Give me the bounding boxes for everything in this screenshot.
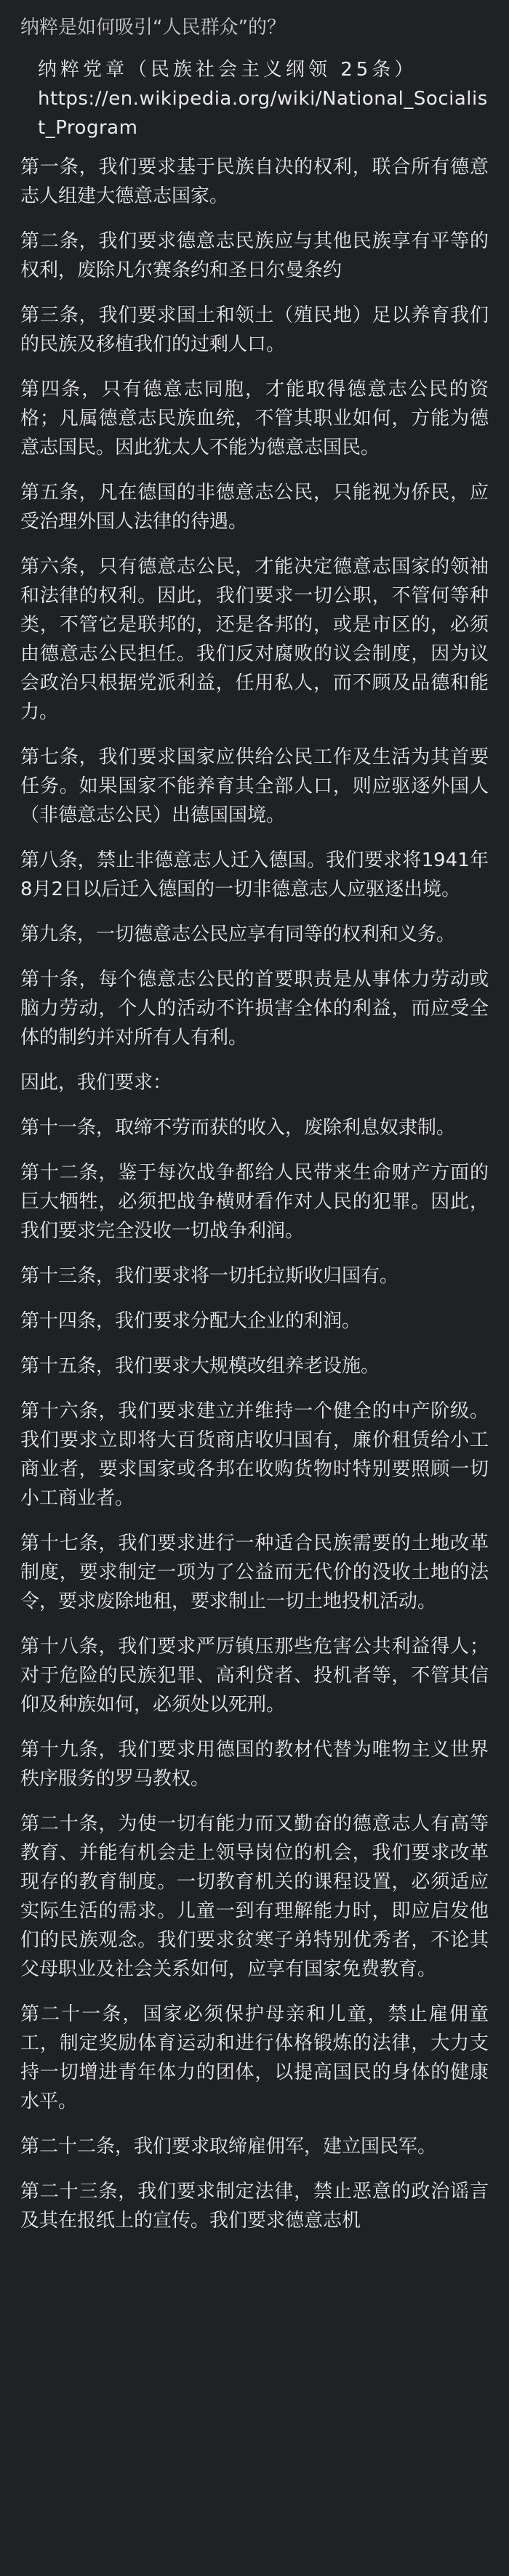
article-paragraph: 第十三条，我们要求将一切托拉斯收归国有。 xyxy=(20,1265,399,1287)
article-paragraph: 因此，我们要求： xyxy=(20,1072,172,1094)
article-paragraph: 第二十三条，我们要求制定法律，禁止恶意的政治谣言及其在报纸上的宣传。我们要求德意志机 xyxy=(20,2181,489,2232)
article-paragraph: 第八条，禁止非德意志人迁入德国。我们要求将1941年8月2日以后迁入德国的一切非德意志人应驱逐出境。 xyxy=(20,849,489,900)
article-paragraph: 第六条，只有德意志公民，才能决定德意志国家的领袖和法律的权利。因此，我们要求一切公职，不管何等种类，不管它是联邦的，还是各邦的，或是市区的，必须由德意志公民担任。我们反对腐败的议会制度，因为议会政治只根据党派利益，任用私人，而不顾及品德和能力。 xyxy=(20,556,489,723)
wikipedia-link[interactable]: https://en.wikipedia.org/wiki/National_Socialist_Program xyxy=(38,88,488,139)
program-intro xyxy=(38,55,489,142)
article-paragraph: 第十四条，我们要求分配大企业的利润。 xyxy=(20,1310,361,1332)
article-list xyxy=(20,153,489,2235)
article-paragraph: 第十条，每个德意志公民的首要职责是从事体力劳动或脑力劳动，个人的活动不许损害全体的利益，而应受全体的制约并对所有人有利。 xyxy=(20,969,489,1049)
article-paragraph: 第一条，我们要求基于民族自决的权利，联合所有德意志人组建大德意志国家。 xyxy=(20,156,489,207)
article-paragraph: 第十五条，我们要求大规模改组养老设施。 xyxy=(20,1355,380,1377)
article-paragraph: 第七条，我们要求国家应供给公民工作及生活为其首要任务。如果国家不能养育其全部人口，则应驱逐外国人（非德意志公民）出德国国境。 xyxy=(20,746,489,826)
article-paragraph: 第十九条，我们要求用德国的教材代替为唯物主义世界秩序服务的罗马教权。 xyxy=(20,1739,489,1790)
article-paragraph: 第十一条，取缔不劳而获的收入，废除利息奴隶制。 xyxy=(20,1117,456,1139)
article-paragraph: 第五条，凡在德国的非德意志公民，只能视为侨民，应受治理外国人法律的待遇。 xyxy=(20,482,489,533)
program-intro-lead: 纳粹党章（民族社会主义纲领 25条） xyxy=(38,59,417,81)
article-paragraph: 第二十一条，国家必须保护母亲和儿童，禁止雇佣童工，制定奖励体育运动和进行体格锻炼的法律，大力支持一切增进青年体力的团体，以提高国民的身体的健康水平。 xyxy=(20,2003,489,2112)
article-paragraph: 第十六条，我们要求建立并维持一个健全的中产阶级。我们要求立即将大百货商店收归国有，廉价租赁给小工商业者，要求国家或各邦在收购货物时特别要照顾一切小工商业者。 xyxy=(20,1400,489,1509)
question-title[interactable]: 纳粹是如何吸引“人民群众”的？ xyxy=(20,17,286,39)
article-paragraph: 第九条，一切德意志公民应享有同等的权利和义务。 xyxy=(20,924,456,945)
article-paragraph: 第三条，我们要求国土和领土（殖民地）足以养育我们的民族及移植我们的过剩人口。 xyxy=(20,304,489,355)
article-paragraph: 第二条，我们要求德意志民族应与其他民族享有平等的权利，废除凡尔赛条约和圣日尔曼条约 xyxy=(20,230,489,281)
article-paragraph: 第二十二条，我们要求取缔雇佣军，建立国民军。 xyxy=(20,2136,437,2157)
article-paragraph: 第四条，只有德意志同胞，才能取得德意志公民的资格；凡属德意志民族血统，不管其职业如何，方能为德意志国民。因此犹太人不能为德意志国民。 xyxy=(20,379,489,459)
article-paragraph: 第十二条，鉴于每次战争都给人民带来生命财产方面的巨大牺牲，必须把战争横财看作对人民的犯罪。因此，我们要求完全没收一切战争利润。 xyxy=(20,1162,489,1242)
article-paragraph: 第十七条，我们要求进行一种适合民族需要的土地改革制度，要求制定一项为了公益而无代价的没收土地的法令，要求废除地租，要求制止一切土地投机活动。 xyxy=(20,1533,489,1612)
article-paragraph: 第二十条，为使一切有能力而又勤奋的德意志人有高等教育、并能有机会走上领导岗位的机会，我们要求改革现存的教育制度。一切教育机关的课程设置，必须适应实际生活的需求。儿童一到有理解能力时，即应启发他们的民族观念。我们要求贫寒子弟特别优秀者，不论其父母职业及社会关系如何，应享有国家免费教育。 xyxy=(20,1813,489,1980)
article-paragraph: 第十八条，我们要求严厉镇压那些危害公共利益得人；对于危险的民族犯罪、高利贷者、投机者等，不管其信仰及种族如何，必须处以死刑。 xyxy=(20,1636,489,1716)
